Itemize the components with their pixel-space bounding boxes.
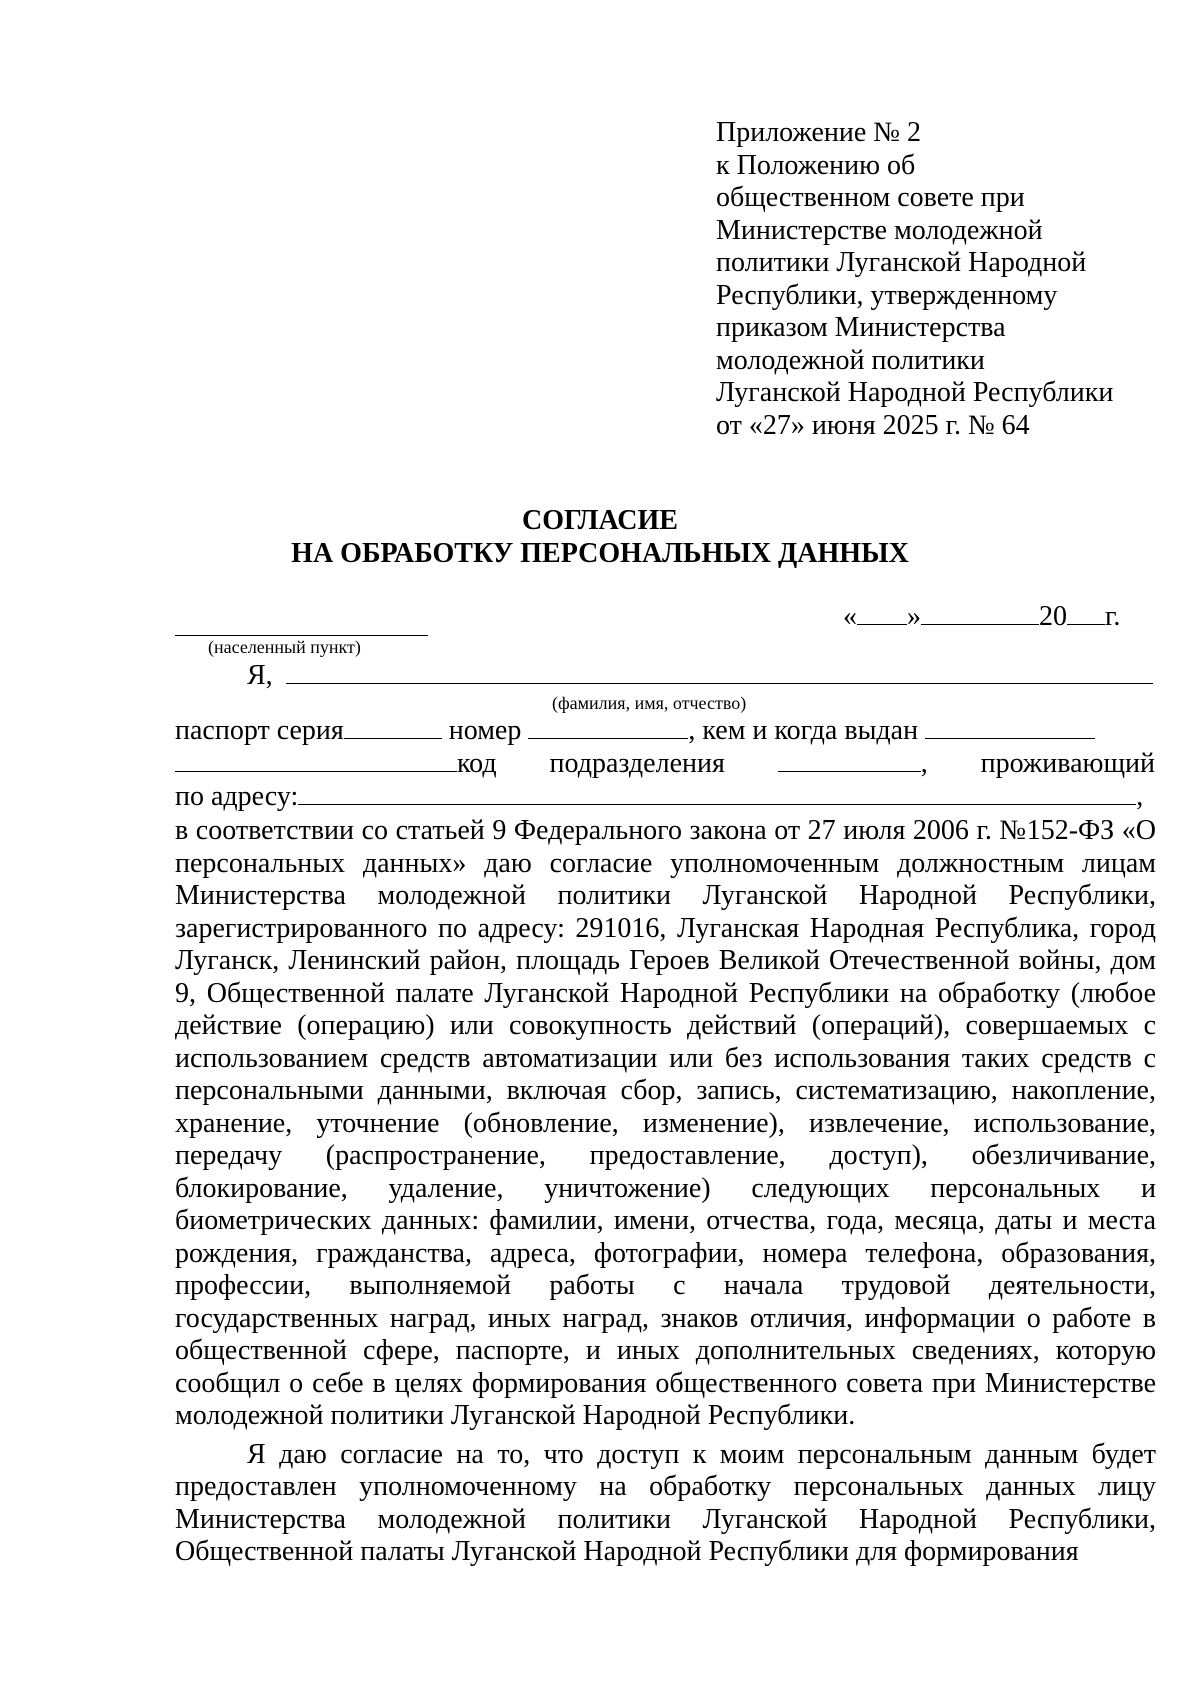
issued-by-field[interactable] — [925, 714, 1095, 739]
approval-line: Министерстве молодежной — [716, 214, 1043, 246]
passport-series-label: паспорт серия — [175, 715, 344, 746]
passport-series-field[interactable] — [344, 714, 442, 739]
date-year-prefix: 20 — [1039, 601, 1067, 632]
fio-caption: (фамилия, имя, отчество) — [552, 693, 747, 713]
date-year-field[interactable] — [1067, 600, 1105, 625]
name-row — [247, 659, 1153, 693]
fio-field[interactable] — [286, 659, 1153, 684]
passport-row — [175, 714, 1155, 748]
approval-line: общественном совете при — [716, 182, 1025, 213]
document-title: СОГЛАСИЕ — [522, 505, 678, 536]
approval-block — [716, 117, 1166, 442]
date-field — [843, 600, 1120, 634]
approval-line: Республики, утвержденному — [716, 279, 1058, 311]
i-label: Я, — [247, 660, 273, 691]
subdivision-label: подразделения — [549, 748, 725, 779]
date-year-suffix: г. — [1105, 601, 1121, 632]
approval-line: приказом Министерства — [716, 312, 1006, 343]
issued-by-label: , кем и когда выдан — [688, 715, 919, 746]
code-label: код — [457, 748, 497, 779]
code-row — [175, 747, 1155, 781]
consent-paragraph-1: в соответствии со статьей 9 Федерального закона от 27 июля 2006 г. №152-ФЗ «О персональных данных» даю согласие уполномоченным должностным лицам Министерства молодежной политики Луганской Народной Республики, зарегистрированного по адресу: 291016, Луганская Народная Республика, город Луганск, Ленинский район, площадь Героев Великой Отечественной войны, дом 9, Общественной палате Луганской Народной Республики на обработку (любое действие (операцию) или совокупность действий (операций), совершаемых с использованием средств автоматизации или без использования таких средств с персональными данными, включая сбор, запись, систематизацию, накопление, хранение, уточнение (обновление, изменение), извлечение, использование, передачу (распространение, предоставление, доступ), обезличивание, блокирование, удаление, уничтожение) следующих персональных и биометрических данных: фамилии, имени, отчества, года, месяца, даты и места рождения, гражданства, адреса, фотографии, номера телефона, образования, профессии, выполняемой работы с начала трудовой деятельности, государственных наград, иных наград, знаков отличия, информации о работе в общественной сфере, паспорте, и иных дополнительных сведениях, которую сообщил о себе в целях формирования общественного совета при Министерстве молодежной политики Луганской Народной Республики. — [175, 815, 1156, 1431]
approval-line: молодежной политики — [716, 344, 985, 376]
address-end-comma: , — [1136, 781, 1144, 812]
address-label: по адресу: — [175, 781, 299, 812]
consent-body — [175, 815, 1156, 1569]
residing-label: проживающий — [980, 748, 1155, 779]
address-field[interactable] — [298, 780, 1136, 805]
passport-number-field[interactable] — [528, 714, 688, 739]
subdivision-code-field[interactable] — [778, 747, 921, 772]
approval-line: к Положению об — [716, 149, 916, 181]
place-caption: (населенный пункт) — [208, 637, 361, 657]
date-quote-close: » — [907, 601, 921, 632]
consent-paragraph-2: Я даю согласие на то, что доступ к моим персональным данным будет предоставлен уполномоченному на обработку персональных данных лицу Министерства молодежной политики Луганской Народной Республики, Общественной палаты Луганской Народной Республики для формирования — [175, 1438, 1156, 1567]
place-field[interactable] — [175, 611, 428, 636]
address-row — [175, 780, 1155, 814]
passport-number-label: номер — [448, 715, 522, 746]
approval-line: Приложение № 2 — [716, 117, 921, 148]
date-day-field[interactable] — [857, 600, 907, 625]
approval-line: Луганской Народной Республики — [716, 377, 1114, 408]
date-month-field[interactable] — [921, 600, 1039, 625]
issued-by-continuation-field[interactable] — [175, 747, 457, 772]
document-subtitle: НА ОБРАБОТКУ ПЕРСОНАЛЬНЫХ ДАННЫХ — [291, 538, 909, 569]
approval-line: от «27» июня 2025 г. № 64 — [716, 409, 1030, 441]
approval-line: политики Луганской Народной — [716, 247, 1087, 278]
comma-text: , — [920, 748, 928, 779]
date-quote-open: « — [843, 601, 857, 632]
